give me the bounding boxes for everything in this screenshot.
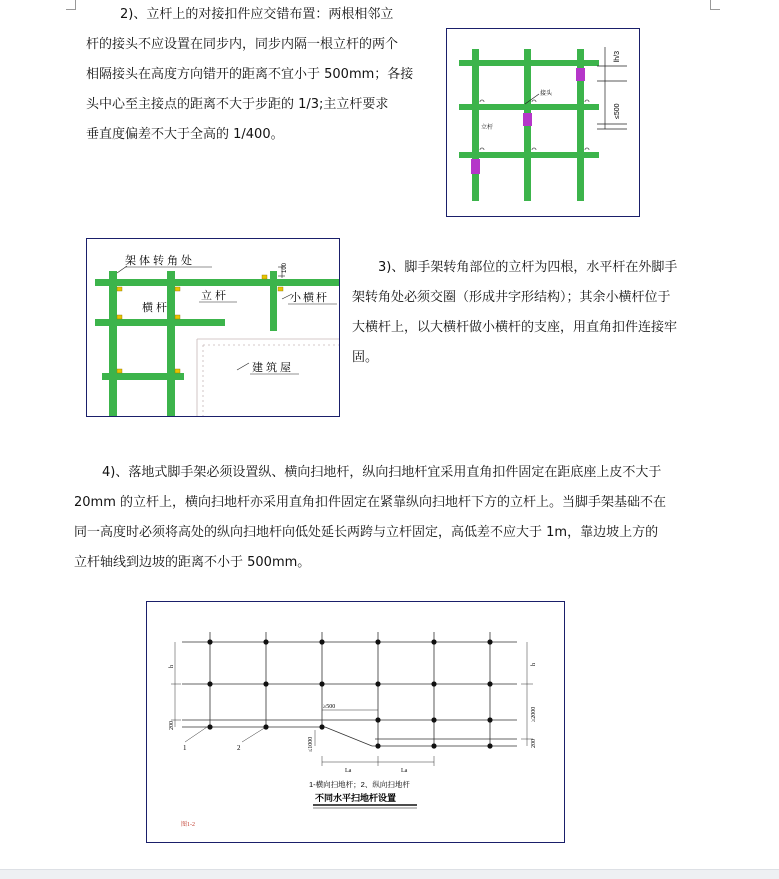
fig3-label-la2: La [401, 768, 408, 774]
para3-line-2: 架转角处必须交圈（形成井字形结构）；其余小横杆位于 [352, 290, 671, 305]
para3-line-4: 固。 [352, 350, 379, 365]
figure-sweeping-rods [146, 601, 565, 843]
fig3-title: 不同水平扫地杆设置 [315, 793, 397, 803]
fig1-label-fastener: 接头 [540, 91, 553, 97]
fig3-fig-no: 图1-2 [181, 822, 195, 828]
para2-line-3: 相隔接头在高度方向错开的距离不宜小于 500mm；各接 [86, 67, 414, 82]
para4-line-3: 同一高度时必须将高处的纵向扫地杆向低处延长两跨与立杆固定，高低差不应大于 1m，靠边坡上方的 [74, 525, 659, 540]
paragraph-3 [352, 253, 732, 373]
para2-line-2: 杆的接头不应设置在同步内，同步内隔一根立杆的两个 [86, 37, 399, 52]
para4-line-1: 4)、落地式脚手架必须设置纵、横向扫地杆，纵向扫地杆宜采用直角扣件固定在距底座上皮不大于 [102, 465, 662, 480]
fig3-label-le1000: ≤1000 [308, 736, 314, 752]
fig3-label-200-right: 200 [531, 739, 537, 748]
fig3-label-200-left: 200 [169, 721, 175, 730]
para3-line-3: 大横杆上，以大横杆做小横杆的支座，用直角扣件连接牢 [352, 320, 678, 335]
fig3-label-2: 2 [237, 744, 241, 752]
fig3-label-ge500: ≥500 [323, 704, 336, 710]
fig2-label-small-crossbar: 小横杆 [290, 292, 329, 304]
fig2-label-building: 建筑屋 [252, 362, 294, 374]
fig3-label-1: 1 [183, 744, 187, 752]
fig1-label-top: lh/3 [614, 51, 621, 63]
fig2-label-corner: 架体转角处 [125, 255, 195, 267]
page-bottom-bar [0, 869, 779, 879]
para2-line-1: 2)、立杆上的对接扣件应交错布置：两根相邻立 [120, 7, 394, 22]
figure-pole-joints [446, 28, 640, 217]
para2-line-4: 头中心至主接点的距离不大于步距的 1/3;主立杆要求 [86, 97, 389, 112]
fig2-label-crossbar: 横杆 [142, 302, 170, 314]
fig2-label-dim: 100 [282, 262, 288, 273]
fig3-label-la1: La [345, 768, 352, 774]
fig3-legend: 1-横向扫地杆；2、纵向扫地杆 [309, 780, 410, 789]
figure-corner-structure [86, 238, 340, 417]
para4-line-4: 立杆轴线到边坡的距离不小于 500mm。 [74, 555, 311, 570]
paragraph-2 [86, 0, 436, 150]
fig1-label-pole: 立杆 [481, 125, 494, 131]
fig3-label-h: h [169, 665, 175, 668]
fig2-label-pole: 立杆 [201, 290, 229, 302]
fig3-label-ge2000: ≥2000 [531, 706, 537, 722]
paragraph-4 [74, 458, 754, 578]
para3-line-1: 3)、脚手架转角部位的立杆为四根，水平杆在外脚手 [378, 260, 678, 275]
fig3-label-h-right: h [531, 663, 537, 666]
crop-mark-top-right [710, 0, 720, 10]
crop-mark-top-left [66, 0, 76, 10]
fig1-label-step: ≤500 [614, 103, 621, 119]
para4-line-2: 20mm 的立杆上，横向扫地杆亦采用直角扣件固定在紧靠纵向扫地杆下方的立杆上。当脚手架基础不在 [74, 495, 667, 510]
para2-line-5: 垂直度偏差不大于全高的 1/400。 [86, 127, 284, 142]
